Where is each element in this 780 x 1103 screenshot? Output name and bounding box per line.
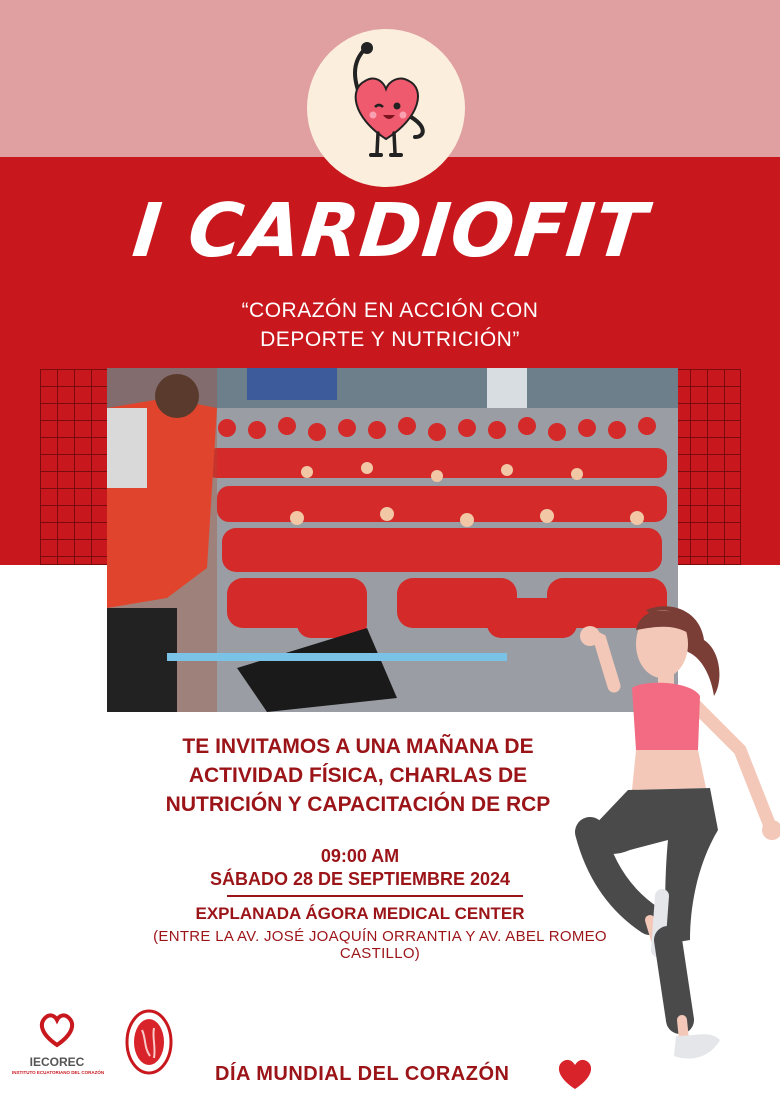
invitation-text (140, 732, 576, 819)
tagline-line-1: “CORAZÓN EN ACCIÓN CON (241, 299, 539, 322)
mascot-badge (307, 29, 465, 187)
iecorec-name: IECOREC (29, 1055, 85, 1069)
heart-mascot-icon (307, 29, 465, 187)
heart-icon (556, 1057, 594, 1091)
tagline-line-2: DEPORTE Y NUTRICIÓN” (260, 328, 520, 351)
iecorec-subtitle: INSTITUTO ECUATORIANO DEL CORAZÓN (12, 1070, 105, 1075)
event-date: SÁBADO 28 DE SEPTIEMBRE 2024 (209, 869, 511, 889)
world-heart-day-label: DÍA MUNDIAL DEL CORAZÓN (215, 1063, 510, 1085)
event-time: 09:00 AM (320, 846, 400, 866)
iecorec-logo (12, 1012, 105, 1075)
invitation-line-3: NUTRICIÓN Y CAPACITACIÓN DE RCP (165, 793, 551, 816)
decorative-grid-left (40, 369, 108, 565)
athlete-illustration (570, 600, 780, 1070)
heart-outline-icon (37, 1012, 77, 1048)
event-title: I CARDIOFIT (128, 188, 652, 274)
decorative-grid-right (673, 369, 741, 565)
invitation-line-2: ACTIVIDAD FÍSICA, CHARLAS DE (188, 764, 528, 787)
event-tagline (0, 296, 780, 354)
event-venue: EXPLANADA ÁGORA MEDICAL CENTER (195, 904, 525, 923)
date-underline (227, 895, 523, 897)
invitation-line-1: TE INVITAMOS A UNA MAÑANA DE (182, 735, 534, 758)
cardiology-society-seal (124, 1008, 174, 1081)
event-address: (ENTRE LA AV. JOSÉ JOAQUÍN ORRANTIA Y AV. ABEL ROMEO CASTILLO) (153, 928, 607, 962)
